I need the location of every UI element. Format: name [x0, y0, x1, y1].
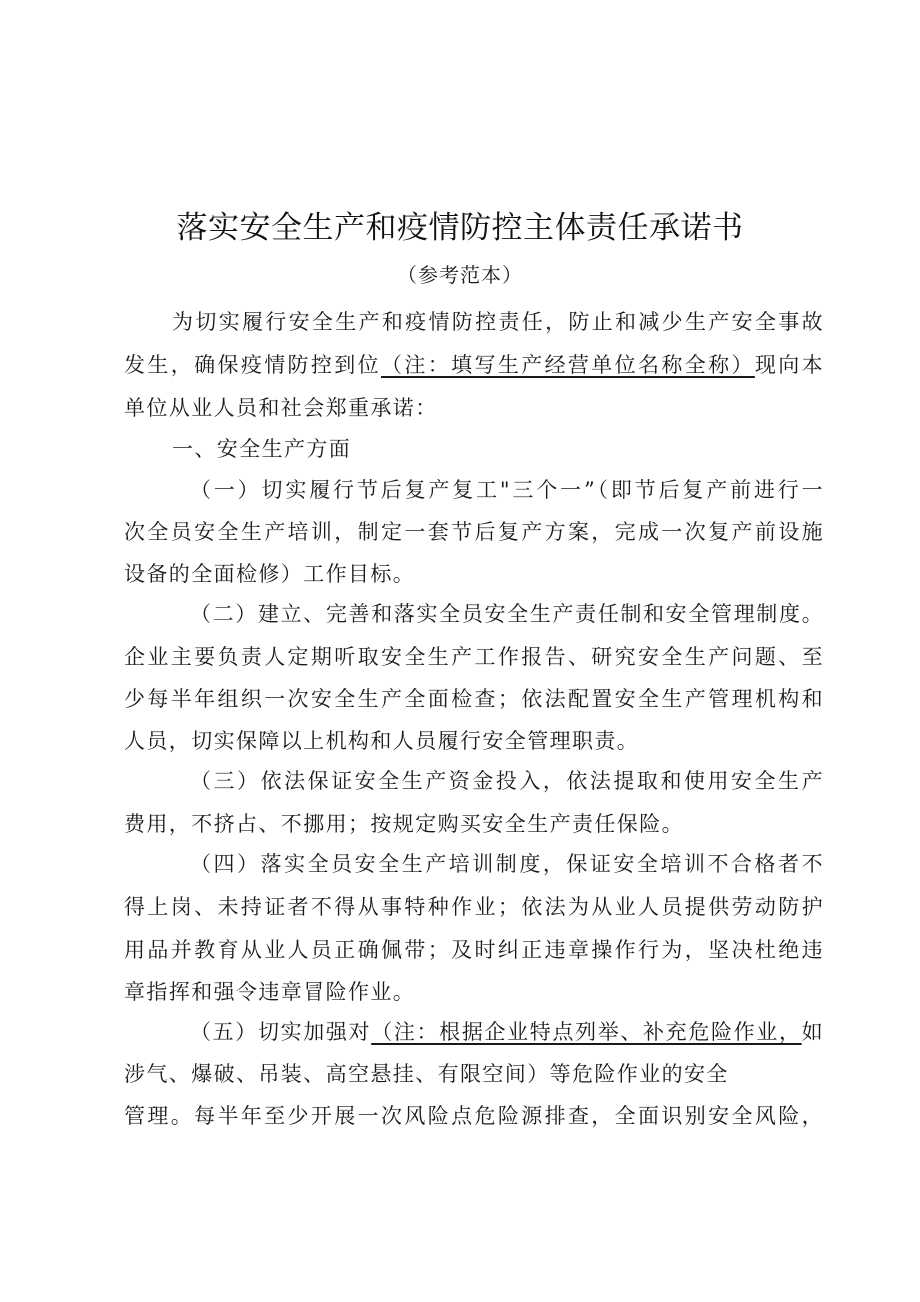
item-1-line-3: 设备的全面检修）工作目标。 — [124, 562, 416, 586]
intro-line-3: 单位从业人员和社会郑重承诺： — [124, 396, 438, 420]
item-5-line-2: 涉气、爆破、吊装、高空悬挂、有限空间）等危险作业的安全 — [124, 1062, 729, 1086]
item-2-line-3: 少每半年组织一次安全生产全面检查；依法配置安全生产管理机构和 — [124, 687, 824, 711]
document-subtitle: （参考范本） — [397, 263, 523, 287]
intro-line-1: 为切实履行安全生产和疫情防控责任，防止和减少生产安全事故 — [172, 310, 824, 334]
item-2-line-4: 人员，切实保障以上机构和人员履行安全管理职责。 — [124, 729, 640, 753]
intro-line-2 — [124, 349, 824, 381]
item-4-line-2: 得上岗、未持证者不得从事特种作业；依法为从业人员提供劳动防护 — [124, 895, 824, 919]
item-1-line-1: （一）切实履行节后复产复工"三个一”（即节后复产前进行一 — [190, 478, 824, 502]
intro-line-2-tail: 现向本 — [754, 353, 824, 377]
item-2-line-1: （二）建立、完善和落实全员安全生产责任制和安全管理制度。 — [190, 602, 824, 626]
item-3-line-2: 费用，不挤占、不挪用；按规定购买安全生产责任保险。 — [124, 812, 684, 836]
item-5-line-1-tail: 如 — [801, 1020, 824, 1044]
item-4-line-1: （四）落实全员安全生产培训制度，保证安全培训不合格者不 — [190, 852, 824, 876]
item-5-line-1 — [190, 1016, 824, 1048]
intro-line-2-text: 发生，确保疫情防控到位 — [124, 353, 382, 377]
hazard-work-note: （注：根据企业特点列举、补充危险作业， — [371, 1020, 802, 1044]
item-3-line-1: （三）依法保证安全生产资金投入，依法提取和使用安全生产 — [190, 769, 824, 793]
section-heading-safety: 一、安全生产方面 — [172, 437, 352, 461]
item-5-line-1-text: （五）切实加强对 — [190, 1020, 372, 1044]
item-2-line-2: 企业主要负责人定期听取安全生产工作报告、研究安全生产问题、至 — [124, 645, 824, 669]
item-4-line-3: 用品并教育从业人员正确佩带；及时纠正违章操作行为，坚决杜绝违 — [124, 938, 824, 962]
item-5-line-3: 管理。每半年至少开展一次风险点危险源排查，全面识别安全风险， — [124, 1104, 824, 1128]
item-1-line-2: 次全员安全生产培训，制定一套节后复产方案，完成一次复产前设施 — [124, 520, 824, 544]
document-title: 落实安全生产和疫情防控主体责任承诺书 — [176, 210, 744, 246]
unit-name-note: （注：填写生产经营单位名称全称） — [381, 353, 755, 377]
item-4-line-4: 章指挥和强令违章冒险作业。 — [124, 980, 416, 1004]
